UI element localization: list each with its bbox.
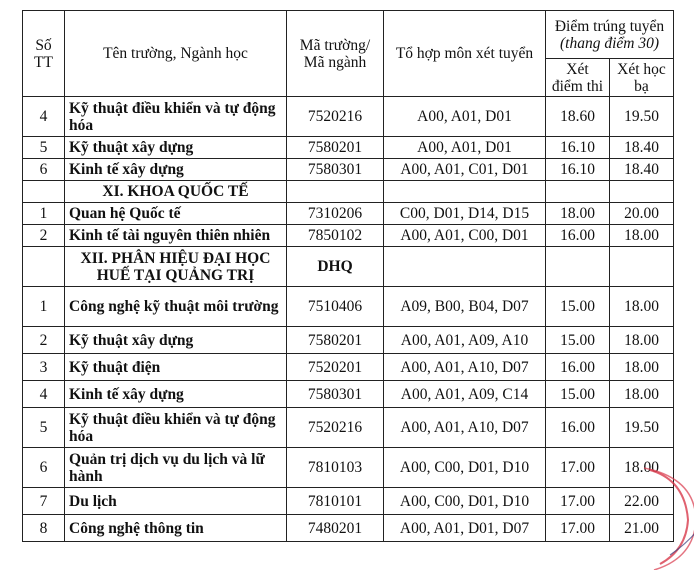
section-title-xii: XII. PHÂN HIỆU ĐẠI HỌC HUẾ TẠI QUẢNG TRỊ: [65, 247, 287, 287]
cell-stt: [23, 181, 65, 203]
cell-name: Kinh tế xây dựng: [65, 159, 287, 181]
cell-exam-score: 15.00: [546, 287, 610, 327]
cell-combo: C00, D01, D14, D15: [384, 203, 546, 225]
cell-code: 7310206: [287, 203, 384, 225]
cell-exam-score: 17.00: [546, 488, 610, 515]
header-code: Mã trường/ Mã ngành: [287, 11, 384, 97]
section-row-xi: [23, 181, 674, 203]
cell-combo: A00, A01, D01, D07: [384, 515, 546, 542]
cell-name: Quan hệ Quốc tế: [65, 203, 287, 225]
cell-stt: 2: [23, 225, 65, 247]
cell-exam-score: 15.00: [546, 327, 610, 354]
cell-stt: 3: [23, 354, 65, 381]
cell-code: 7850102: [287, 225, 384, 247]
cell-name: Kỹ thuật điều khiển và tự động hóa: [65, 97, 287, 137]
cell-exam-score: 16.00: [546, 225, 610, 247]
cell-name: Kinh tế tài nguyên thiên nhiên: [65, 225, 287, 247]
cell-exam-score: 15.00: [546, 381, 610, 408]
cell-name: Kỹ thuật xây dựng: [65, 327, 287, 354]
table-row: [23, 381, 674, 408]
red-stamp-seal: [640, 460, 694, 570]
stamp-arc: [650, 470, 688, 564]
cell-exam-score: [546, 181, 610, 203]
header-score-scale: (thang điểm 30): [559, 34, 659, 52]
cell-code: 7580301: [287, 159, 384, 181]
cell-stt: 6: [23, 448, 65, 488]
cell-record-score: 18.00: [610, 448, 674, 488]
table-row: [23, 515, 674, 542]
cell-record-score: 18.40: [610, 137, 674, 159]
cell-record-score: 20.00: [610, 203, 674, 225]
cell-stt: [23, 247, 65, 287]
table-row: [23, 408, 674, 448]
cell-exam-score: 18.60: [546, 97, 610, 137]
cell-code: 7810101: [287, 488, 384, 515]
cell-name: Công nghệ thông tin: [65, 515, 287, 542]
cell-code: 7580201: [287, 327, 384, 354]
header-score-exam: Xét điểm thi: [546, 59, 610, 97]
cell-combo: A00, A01, C00, D01: [384, 225, 546, 247]
stamp-outer-arc: [644, 468, 694, 570]
cell-record-score: 19.50: [610, 97, 674, 137]
cell-stt: 6: [23, 159, 65, 181]
header-score-title: Điểm trúng tuyển: [554, 17, 665, 35]
cell-stt: 4: [23, 381, 65, 408]
cell-stt: 7: [23, 488, 65, 515]
cell-record-score: 18.00: [610, 287, 674, 327]
header-name: Tên trường, Ngành học: [65, 11, 287, 97]
cell-exam-score: 16.10: [546, 137, 610, 159]
cell-code: 7510406: [287, 287, 384, 327]
table-row: [23, 287, 674, 327]
section-code-xii: DHQ: [287, 247, 384, 287]
cell-code: 7520201: [287, 354, 384, 381]
cell-record-score: 18.00: [610, 225, 674, 247]
cell-combo: A00, A01, A09, C14: [384, 381, 546, 408]
cell-combo: A00, A01, A10, D07: [384, 408, 546, 448]
cell-stt: 4: [23, 97, 65, 137]
cell-exam-score: 17.00: [546, 515, 610, 542]
cell-exam-score: 16.00: [546, 408, 610, 448]
cell-combo: A00, A01, C01, D01: [384, 159, 546, 181]
section-row-xii: [23, 247, 674, 287]
cell-code: 7520216: [287, 97, 384, 137]
cell-code: 7520216: [287, 408, 384, 448]
cell-record-score: [610, 247, 674, 287]
cell-record-score: 18.00: [610, 381, 674, 408]
table-row: [23, 97, 674, 137]
cell-code: 7480201: [287, 515, 384, 542]
cell-record-score: 18.00: [610, 327, 674, 354]
cell-combo: A09, B00, B04, D07: [384, 287, 546, 327]
section-title-xi: XI. KHOA QUỐC TẾ: [65, 181, 287, 203]
cell-exam-score: 16.10: [546, 159, 610, 181]
header-stt: Số TT: [23, 11, 65, 97]
cell-record-score: 18.40: [610, 159, 674, 181]
table-row: [23, 448, 674, 488]
cell-exam-score: [546, 247, 610, 287]
cell-combo: A00, A01, A10, D07: [384, 354, 546, 381]
cell-exam-score: 16.00: [546, 354, 610, 381]
cell-name: Kỹ thuật điện: [65, 354, 287, 381]
cell-stt: 1: [23, 287, 65, 327]
cell-exam-score: 18.00: [546, 203, 610, 225]
cell-record-score: 21.00: [610, 515, 674, 542]
cell-exam-score: 17.00: [546, 448, 610, 488]
cell-combo: A00, C00, D01, D10: [384, 448, 546, 488]
header-combo: Tổ hợp môn xét tuyển: [384, 11, 546, 97]
cell-stt: 5: [23, 408, 65, 448]
cell-combo: [384, 247, 546, 287]
cell-combo: A00, C00, D01, D10: [384, 488, 546, 515]
table-row: [23, 137, 674, 159]
cell-code: [287, 181, 384, 203]
header-score: [546, 11, 674, 59]
cell-name: Kinh tế xây dựng: [65, 381, 287, 408]
cell-name: Quản trị dịch vụ du lịch và lữ hành: [65, 448, 287, 488]
table-row: [23, 354, 674, 381]
cell-combo: A00, A01, D01: [384, 97, 546, 137]
table-row: [23, 225, 674, 247]
cell-record-score: 19.50: [610, 408, 674, 448]
header-score-record: Xét học bạ: [610, 59, 674, 97]
cell-name: Kỹ thuật xây dựng: [65, 137, 287, 159]
cell-stt: 2: [23, 327, 65, 354]
table-row: [23, 203, 674, 225]
admission-score-table-page: [22, 10, 674, 542]
cell-record-score: [610, 181, 674, 203]
admission-score-table: [22, 10, 674, 542]
cell-code: 7580201: [287, 137, 384, 159]
cell-record-score: 18.00: [610, 354, 674, 381]
cell-stt: 5: [23, 137, 65, 159]
cell-combo: [384, 181, 546, 203]
cell-combo: A00, A01, D01: [384, 137, 546, 159]
cell-name: Công nghệ kỹ thuật môi trường: [65, 287, 287, 327]
cell-code: 7580301: [287, 381, 384, 408]
table-row: [23, 488, 674, 515]
cell-name: Du lịch: [65, 488, 287, 515]
table-row: [23, 159, 674, 181]
cell-combo: A00, A01, A09, A10: [384, 327, 546, 354]
cell-record-score: 22.00: [610, 488, 674, 515]
cell-name: Kỹ thuật điều khiển và tự động hóa: [65, 408, 287, 448]
cell-stt: 8: [23, 515, 65, 542]
table-row: [23, 327, 674, 354]
cell-code: 7810103: [287, 448, 384, 488]
cell-stt: 1: [23, 203, 65, 225]
